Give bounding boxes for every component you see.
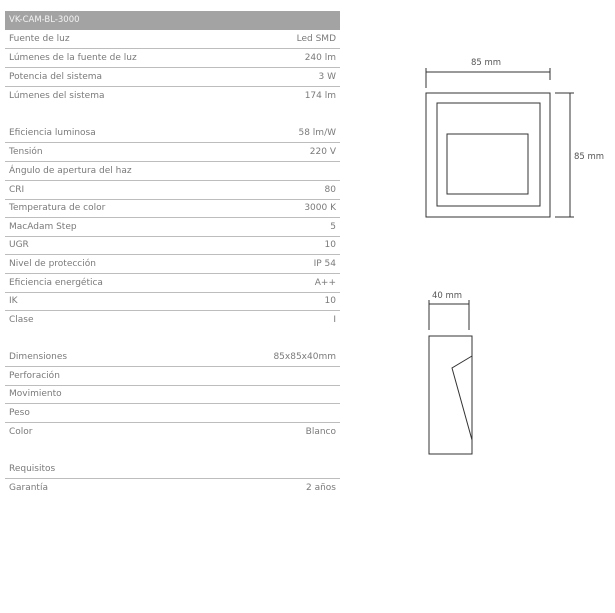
spec-label: UGR bbox=[9, 240, 29, 250]
front-height-label: 85 mm bbox=[574, 152, 605, 162]
side-view bbox=[429, 300, 472, 454]
spec-value: 2 años bbox=[305, 483, 336, 493]
spec-label: Lúmenes de la fuente de luz bbox=[9, 53, 137, 63]
spec-value: 3 W bbox=[318, 72, 336, 82]
side-body bbox=[429, 336, 472, 454]
front-diffuser bbox=[447, 134, 528, 194]
spec-value: IP 54 bbox=[313, 259, 336, 269]
front-width-label: 85 mm bbox=[471, 58, 502, 68]
spec-value: 3000 K bbox=[304, 203, 336, 213]
product-code-header: VK-CAM-BL-3000 bbox=[5, 11, 340, 30]
spec-label: Peso bbox=[9, 408, 30, 418]
spec-label: Requisitos bbox=[9, 464, 56, 474]
spec-label: Lúmenes del sistema bbox=[9, 91, 105, 101]
spec-value: 85x85x40mm bbox=[273, 352, 336, 362]
spec-value: Blanco bbox=[305, 427, 336, 437]
spec-label: Potencia del sistema bbox=[9, 72, 103, 82]
front-inner-frame bbox=[437, 103, 540, 206]
side-depth-label: 40 mm bbox=[432, 291, 463, 301]
spec-label: Temperatura de color bbox=[9, 203, 106, 213]
front-view bbox=[426, 68, 574, 217]
spec-label: Color bbox=[9, 427, 33, 437]
spec-value: I bbox=[333, 315, 336, 325]
side-bevel bbox=[452, 356, 472, 440]
spec-label: IK bbox=[9, 296, 18, 306]
spec-value: 10 bbox=[324, 240, 336, 250]
spec-value: 174 lm bbox=[304, 91, 336, 101]
spec-value: 220 V bbox=[309, 147, 336, 157]
spec-label: Eficiencia luminosa bbox=[9, 128, 96, 138]
spec-value: A++ bbox=[314, 278, 336, 288]
spec-label: Perforación bbox=[9, 371, 60, 381]
spec-label: CRI bbox=[9, 185, 25, 195]
spec-value: 240 lm bbox=[304, 53, 336, 63]
spec-label: Clase bbox=[9, 315, 34, 325]
spec-value: 5 bbox=[330, 222, 336, 232]
spec-label: Fuente de luz bbox=[9, 34, 70, 44]
spec-label: Eficiencia energética bbox=[9, 278, 103, 288]
spec-label: Tensión bbox=[9, 147, 43, 157]
spec-label: Movimiento bbox=[9, 389, 62, 399]
spec-label: MacAdam Step bbox=[9, 222, 77, 232]
spec-value: 58 lm/W bbox=[298, 128, 336, 138]
spec-label: Nivel de protección bbox=[9, 259, 96, 269]
spec-label: Garantía bbox=[9, 483, 48, 493]
spec-value: 80 bbox=[324, 185, 336, 195]
spec-label: Ángulo de apertura del haz bbox=[9, 166, 132, 176]
spec-label: Dimensiones bbox=[9, 352, 68, 362]
spec-value: Led SMD bbox=[296, 34, 336, 44]
spec-value: 10 bbox=[324, 296, 336, 306]
front-outer-frame bbox=[426, 93, 550, 217]
